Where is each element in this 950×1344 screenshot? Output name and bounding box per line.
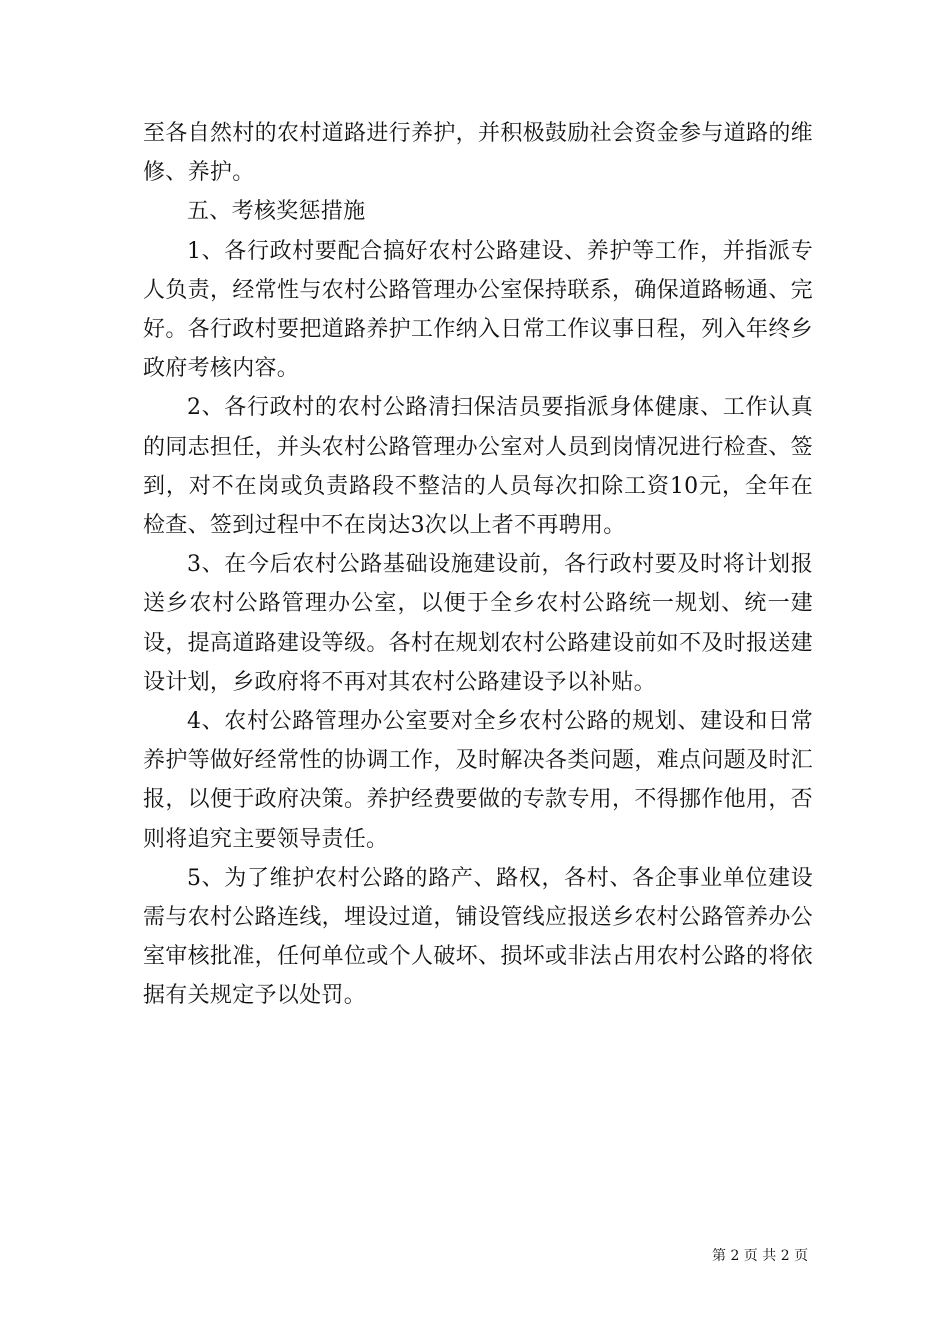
paragraph-item-5: 5、为了维护农村公路的路产、路权，各村、各企事业单位建设需与农村公路连线，埋设过道，铺设管线应报送乡农村公路管养办公室审核批准，任何单位或个人破坏、损坏或非法占用农村公路的将依据有关规定予以处罚。: [143, 865, 813, 1009]
document-body: [143, 114, 813, 1016]
section-heading-assessment: 五、考核奖惩措施: [187, 199, 366, 225]
paragraph-item-3: 3、在今后农村公路基础设施建设前，各行政村要及时将计划报送乡农村公路管理办公室，以便于全乡农村公路统一规划、统一建设，提高道路建设等级。各村在规划农村公路建设前如不及时报送建设计划，乡政府将不再对其农村公路建设予以补贴。: [143, 552, 813, 695]
page-number-footer: 第 2 页 共 2 页: [712, 1248, 809, 1264]
paragraph-continuation: 至各自然村的农村道路进行养护，并积极鼓励社会资金参与道路的维修、养护。: [143, 121, 813, 186]
paragraph-item-1: 1、各行政村要配合搞好农村公路建设、养护等工作，并指派专人负责，经常性与农村公路管理办公室保持联系，确保道路畅通、完好。各行政村要把道路养护工作纳入日常工作议事日程，列入年终乡政府考核内容。: [143, 238, 813, 382]
paragraph-item-4: 4、农村公路管理办公室要对全乡农村公路的规划、建设和日常养护等做好经常性的协调工作，及时解决各类问题，难点问题及时汇报，以便于政府决策。养护经费要做的专款专用，不得挪作他用，否则将追究主要领导责任。: [143, 709, 813, 852]
paragraph-item-2: 2、各行政村的农村公路清扫保洁员要指派身体健康、工作认真的同志担任，并头农村公路管理办公室对人员到岗情况进行检查、签到，对不在岗或负责路段不整洁的人员每次扣除工资10元，全年在检查、签到过程中不在岗达3次以上者不再聘用。: [143, 395, 813, 539]
